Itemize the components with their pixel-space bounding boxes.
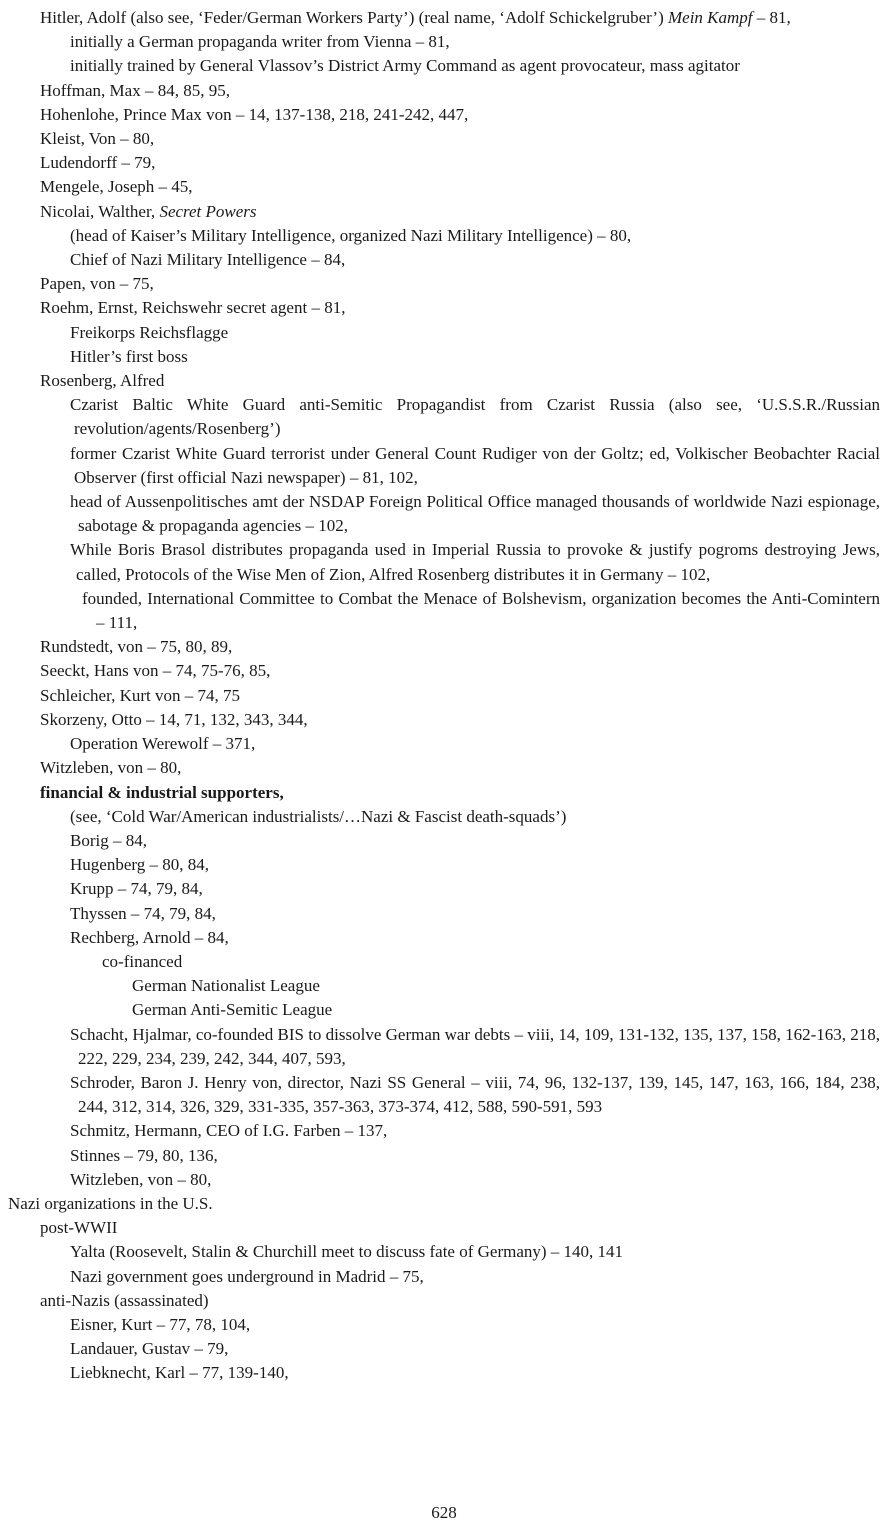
index-entry-level-1: [8, 200, 880, 224]
index-entry-level-2: [8, 1265, 880, 1289]
entry-text: head of Aussenpolitisches amt der NSDAP Foreign Political Office managed thousands of worldwide Nazi espionage, sabotage & propaganda agencies – 102,: [70, 492, 880, 536]
entry-text: Hoffman, Max – 84, 85, 95,: [40, 80, 230, 100]
index-entry-level-2: [8, 442, 880, 490]
entry-text: Schleicher, Kurt von – 74, 75: [40, 685, 240, 705]
index-entry-level-2: [8, 853, 880, 877]
index-entry-level-1: [8, 272, 880, 296]
index-entry-level-2: [8, 490, 880, 538]
entry-text: (see, ‘Cold War/American industrialists/…Nazi & Fascist death-squads’): [70, 806, 567, 826]
index-entry-level-1: [8, 659, 880, 683]
entry-text: While Boris Brasol distributes propaganda used in Imperial Russia to provoke & justify pogroms destroying Jews, called, Protocols of the Wise Men of Zion, Alfred Rosenberg distributes it in Germany – 102,: [70, 540, 880, 584]
entry-text: post-WWII: [40, 1218, 118, 1238]
index-entry-level-2: [8, 54, 880, 78]
entry-text: German Nationalist League: [132, 976, 320, 996]
index-entry-level-2: [8, 1144, 880, 1168]
index-entry-level-1: [8, 6, 880, 30]
index-entry-level-1: [8, 1289, 880, 1313]
entry-text: Kleist, Von – 80,: [40, 129, 155, 149]
index-entry-level-2: [8, 926, 880, 950]
index-entry-level-1: [8, 296, 880, 320]
bold-heading: financial & industrial supporters,: [40, 782, 284, 802]
entry-text: Seeckt, Hans von – 74, 75-76, 85,: [40, 661, 271, 681]
index-entry-level-2: [8, 1168, 880, 1192]
entry-text: (head of Kaiser’s Military Intelligence, organized Nazi Military Intelligence) – 80,: [70, 225, 632, 245]
entry-text: Stinnes – 79, 80, 136,: [70, 1145, 218, 1165]
index-entry-level-2: [8, 829, 880, 853]
index-entry-level-2: [8, 902, 880, 926]
index-entry-level-2: [8, 248, 880, 272]
page-number: 628: [431, 1503, 457, 1522]
index-entry-level-2: [8, 805, 880, 829]
index-entry-level-2: [8, 1337, 880, 1361]
entry-text: Skorzeny, Otto – 14, 71, 132, 343, 344,: [40, 709, 308, 729]
entry-text: Czarist Baltic White Guard anti-Semitic Propagandist from Czarist Russia (also see, ‘U.S.S.R./Russian revolution/agents/Rosenberg’): [70, 395, 880, 439]
entry-text: Hohenlohe, Prince Max von – 14, 137-138, 218, 241-242, 447,: [40, 104, 469, 124]
index-entry-level-1: [8, 369, 880, 393]
entry-text: Roehm, Ernst, Reichswehr secret agent – 81,: [40, 298, 346, 318]
index-entry-level-2: [8, 1313, 880, 1337]
entry-text: Schroder, Baron J. Henry von, director, Nazi SS General – viii, 74, 96, 132-137, 139, 145, 147, 163, 166, 184, 238, 244, 312, 314, 326, 329, 331-335, 357-363, 373-374, 412, 588, 590-591, 593: [70, 1072, 880, 1117]
entry-text: Witzleben, von – 80,: [40, 758, 182, 778]
entry-text: Hitler, Adolf (also see, ‘Feder/German Workers Party’) (real name, ‘Adolf Schickelgruber’): [40, 8, 668, 27]
entry-text: Landauer, Gustav – 79,: [70, 1339, 229, 1359]
index-entry-level-1: [8, 103, 880, 127]
index-entry-level-4: [8, 998, 880, 1022]
entry-text: Liebknecht, Karl – 77, 139-140,: [70, 1363, 289, 1383]
index-entry-level-1: [8, 635, 880, 659]
entry-text: Krupp – 74, 79, 84,: [70, 879, 203, 899]
index-entry-level-4: [8, 974, 880, 998]
index-entry-level-2: [8, 1023, 880, 1071]
entry-text: former Czarist White Guard terrorist under General Count Rudiger von der Goltz; ed, Volkischer Beobachter Racial Observer (first official Nazi newspaper) – 81, 102,: [70, 443, 880, 487]
italic-title: Mein Kampf: [668, 8, 753, 27]
index-entry-level-1: [8, 1216, 880, 1240]
index-entries: [8, 6, 880, 1386]
index-entry-level-1: [8, 684, 880, 708]
entry-text: co-financed: [102, 951, 183, 971]
index-entry-level-3: [8, 950, 880, 974]
entry-text: – 81,: [752, 8, 791, 27]
index-entry-level-1: [8, 79, 880, 103]
entry-text: Witzleben, von – 80,: [70, 1169, 212, 1189]
index-entry-level-1: [8, 127, 880, 151]
entry-text: Papen, von – 75,: [40, 274, 154, 294]
entry-text: Operation Werewolf – 371,: [70, 734, 256, 754]
entry-text: Nicolai, Walther,: [40, 201, 160, 221]
index-entry-level-2: [8, 1071, 880, 1119]
index-entry-level-2: [8, 321, 880, 345]
entry-text: Hugenberg – 80, 84,: [70, 855, 209, 875]
index-entry-level-2: [8, 1119, 880, 1143]
entry-text: Schmitz, Hermann, CEO of I.G. Farben – 137,: [70, 1121, 388, 1141]
entry-text: Rosenberg, Alfred: [40, 371, 165, 391]
entry-text: Eisner, Kurt – 77, 78, 104,: [70, 1314, 251, 1334]
entry-text: Rechberg, Arnold – 84,: [70, 927, 229, 947]
index-entry-level-2: [8, 877, 880, 901]
index-entry-level-2: [8, 538, 880, 586]
entry-text: Mengele, Joseph – 45,: [40, 177, 193, 197]
index-entry-level-2: [8, 30, 880, 54]
italic-title: Secret Powers: [159, 201, 257, 221]
index-entry-level-1: [8, 781, 880, 805]
index-entry-level-2: [8, 345, 880, 369]
index-entry-level-2: [8, 1361, 880, 1385]
index-entry-level-1: [8, 756, 880, 780]
index-entry-level-1: [8, 708, 880, 732]
entry-text: Nazi organizations in the U.S.: [8, 1193, 213, 1213]
index-entry-level-1: [8, 151, 880, 175]
index-entry-level-2: [8, 732, 880, 756]
entry-text: Thyssen – 74, 79, 84,: [70, 903, 216, 923]
entry-text: Rundstedt, von – 75, 80, 89,: [40, 637, 233, 657]
index-entry-level-2: [8, 224, 880, 248]
entry-text: anti-Nazis (assassinated): [40, 1290, 209, 1310]
entry-text: Hitler’s first boss: [70, 346, 188, 366]
entry-text: Freikorps Reichsflagge: [70, 322, 229, 342]
entry-text: Schacht, Hjalmar, co-founded BIS to dissolve German war debts – viii, 14, 109, 131-132, 135, 137, 158, 162-163, 218, 222, 229, 234, 239, 242, 344, 407, 593,: [70, 1024, 881, 1068]
index-entry-level-2: [8, 587, 880, 635]
index-entry-level-2: [8, 1240, 880, 1264]
index-entry-level-0: [8, 1192, 880, 1216]
entry-text: initially trained by General Vlassov’s District Army Command as agent provocateur, mass agitator: [70, 56, 740, 76]
index-entry-level-2: [8, 393, 880, 441]
entry-text: Chief of Nazi Military Intelligence – 84,: [70, 250, 346, 270]
entry-text: German Anti-Semitic League: [132, 1000, 333, 1020]
entry-text: Yalta (Roosevelt, Stalin & Churchill meet to discuss fate of Germany) – 140, 141: [70, 1242, 624, 1262]
entry-text: founded, International Committee to Combat the Menace of Bolshevism, organization becomes the Anti-Comintern – 111,: [82, 588, 880, 633]
entry-text: initially a German propaganda writer from Vienna – 81,: [70, 32, 450, 52]
entry-text: Borig – 84,: [70, 830, 147, 850]
index-entry-level-1: [8, 175, 880, 199]
entry-text: Nazi government goes underground in Madrid – 75,: [70, 1266, 424, 1286]
entry-text: Ludendorff – 79,: [40, 153, 156, 173]
